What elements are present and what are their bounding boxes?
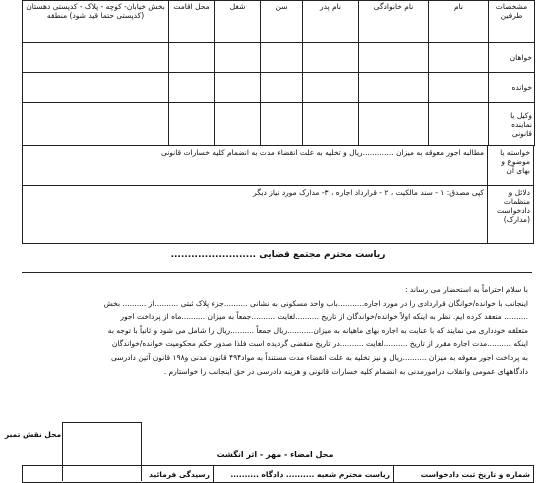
attorney-row — [23, 103, 535, 146]
attorney-first-name-field[interactable] — [429, 103, 489, 146]
defendant-occupation-field[interactable] — [215, 73, 261, 103]
parties-table — [22, 0, 535, 146]
evidence-label: دلائل و منظمات دادخواست (مدارک) — [488, 186, 534, 244]
defendant-father-name-field[interactable] — [303, 73, 359, 103]
body-line-3: متعلقه خودداری می نمایند که با عنایت به اجاره بهای ماهیانه به میزان...........ریال جمعاً ..........ریال را شامل می شود و ثانیاً با توجه به — [107, 325, 528, 335]
body-line-4: اینکه ..........مدت اجاره مقرر از تاریخ ..........لغایت ..........در تاریخ منقضی گردیده است فلذا صدور حکم محکومیت خوانده/خواندگان — [111, 339, 528, 349]
attorney-occupation-field[interactable] — [215, 103, 261, 146]
attorney-father-name-field[interactable] — [303, 103, 359, 146]
defendant-residence-field[interactable] — [169, 73, 215, 103]
attorney-age-field[interactable] — [261, 103, 303, 146]
evidence-text[interactable]: کپی مصدق: ۱ - سند مالکیت ، ۲ - قرارداد اجاره ، ۳- مدارک مورد نیاز دیگر — [23, 186, 488, 244]
addressee-heading: ریاست محترم مجتمع قضایی ......................... — [170, 250, 386, 260]
attorney-last-name-field[interactable] — [359, 103, 429, 146]
claim-text[interactable]: مطالبه اجور معوقه به میزان .............ریال و تخلیه به علت انقضاء مدت به انضمام کلیه خسارات قانونی — [23, 146, 488, 186]
header-party-details: مشخصات طرفین — [489, 1, 535, 43]
defendant-age-field[interactable] — [261, 73, 303, 103]
header-last-name: نام خانوادگی — [359, 1, 429, 43]
attorney-residence-field[interactable] — [169, 103, 215, 146]
branch-cell: ریاست محترم شعبه .......... دادگاه .......... — [214, 466, 394, 483]
signature-label: محل امضاء - مهر - اثر انگشت — [216, 450, 334, 459]
review-cell: رسیدگی فرمائید — [23, 466, 214, 483]
registration-footer — [22, 465, 534, 483]
plaintiff-first-name-field[interactable] — [429, 43, 489, 73]
defendant-first-name-field[interactable] — [429, 73, 489, 103]
defendant-address-field[interactable] — [23, 73, 169, 103]
plaintiff-label: خواهان — [489, 43, 535, 73]
header-first-name: نام — [429, 1, 489, 43]
defendant-row — [23, 73, 535, 103]
header-age: سن — [261, 1, 303, 43]
defendant-label: خوانده — [489, 73, 535, 103]
header-father-name: نام پدر — [303, 1, 359, 43]
claim-row — [23, 146, 534, 186]
defendant-last-name-field[interactable] — [359, 73, 429, 103]
header-occupation: شغل — [215, 1, 261, 43]
evidence-row — [23, 186, 534, 244]
plaintiff-address-field[interactable] — [23, 43, 169, 73]
parties-header-row — [23, 1, 535, 43]
claims-table — [22, 145, 534, 244]
petition-body — [22, 272, 532, 421]
greeting-line: با سلام احتراماً به استحضار می رساند : — [405, 285, 528, 294]
registration-number-cell: شماره و تاریخ ثبت دادخواست — [394, 466, 534, 483]
body-line-1: اینجانب با خوانده/خوانگان قراردادی را در مورد اجاره...........باب واحد مسکونی به نشانی ..........جزء پلاک ثبتی ..........از .......... بخش — [103, 298, 528, 308]
plaintiff-occupation-field[interactable] — [215, 43, 261, 73]
plaintiff-residence-field[interactable] — [169, 43, 215, 73]
stamp-label: محل نقش تمبر — [4, 430, 62, 439]
body-line-6: دادگاههای عمومی وانقلاب درامورمدنی به انضمام کلیه خسارات قانونی و هزینه دادرسی در حق اینجانب را خواستارم . — [163, 366, 528, 376]
body-line-5: به پرداخت اجور معوقه به میزان ..........ریال و نیز تخلیه به علت انقضاء مدت مستنداً به مواد۴۹۴ قانون مدنی و۱۹۸ قانون آئین دادرسی — [110, 352, 528, 362]
header-address: بخش خیابان- کوچه - پلاک - کدپستی دهستان (کدپستی حتما قید شود) منطقه — [23, 1, 169, 43]
plaintiff-row — [23, 43, 535, 73]
plaintiff-father-name-field[interactable] — [303, 43, 359, 73]
attorney-label: وکیل یا نماینده قانونی — [489, 103, 535, 146]
attorney-address-field[interactable] — [23, 103, 169, 146]
header-residence: محل اقامت — [169, 1, 215, 43]
body-line-2: .......... منعقد کرده ایم. نظر به اینکه اولاً خوانده/خواندگان از تاریخ ..........لغایت ..........جمعاً به میزان ..........ماه از پرداخت اجور — [120, 312, 528, 322]
claim-label: خواسته یا موضوع و بهای آن — [488, 146, 534, 186]
plaintiff-last-name-field[interactable] — [359, 43, 429, 73]
plaintiff-age-field[interactable] — [261, 43, 303, 73]
